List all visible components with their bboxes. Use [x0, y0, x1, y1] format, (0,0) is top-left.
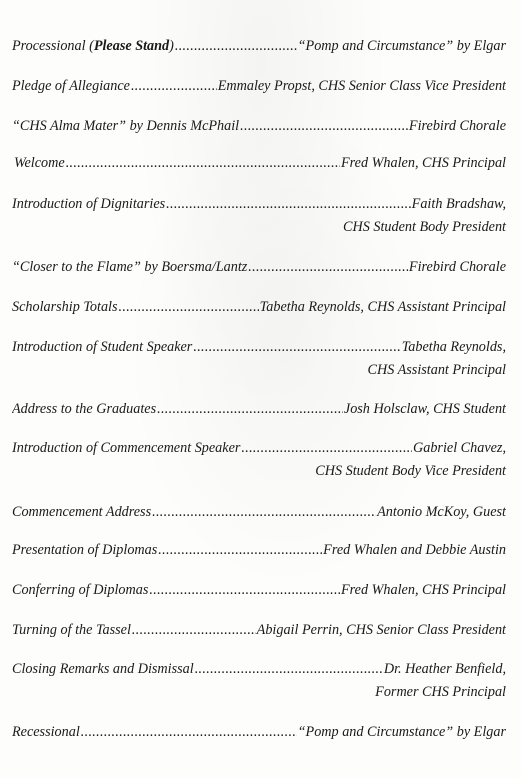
program-item-title: Welcome: [14, 155, 65, 171]
dot-leader: [157, 399, 343, 419]
program-item-presenter: Faith Bradshaw,: [411, 196, 506, 212]
dot-leader: [195, 659, 383, 679]
program-item-presenter-title: CHS Student Body Vice President: [315, 463, 506, 479]
program-item-presenter: “Pomp and Circumstance” by Elgar: [297, 724, 506, 740]
dot-leader: [132, 620, 256, 640]
program-item-presenter: Tabetha Reynolds,: [401, 339, 506, 355]
dot-leader: [131, 76, 217, 96]
program-item-presenter: “Pomp and Circumstance” by Elgar: [297, 38, 506, 54]
program-item-title: “CHS Alma Mater” by Dennis McPhail: [12, 118, 240, 134]
program-item-title: Pledge of Allegiance: [12, 78, 130, 94]
program-item-title: Introduction of Dignitaries: [12, 196, 166, 212]
program-item-presenter: Fred Whalen and Debbie Austin: [323, 542, 506, 558]
program-item-title: Presentation of Diplomas: [12, 542, 158, 558]
program-item-presenter: Firebird Chorale: [408, 118, 506, 134]
dot-leader: [193, 337, 400, 357]
program-item-presenter: Fred Whalen, CHS Principal: [341, 155, 506, 171]
program-item-title: Commencement Address: [12, 504, 152, 520]
program-item-presenter: Josh Holsclaw, CHS Student: [343, 401, 506, 417]
dot-leader: [241, 438, 412, 458]
program-item-title: Processional (Please Stand): [12, 38, 174, 54]
program-item-presenter: Firebird Chorale: [408, 259, 506, 275]
program-item-title: Introduction of Student Speaker: [12, 339, 193, 355]
program-item-title: Turning of the Tassel: [12, 622, 131, 638]
program-item-title: Scholarship Totals: [12, 299, 118, 315]
program-item-title: “Closer to the Flame” by Boersma/Lantz: [12, 259, 248, 275]
program-item-presenter: Abigail Perrin, CHS Senior Class President: [256, 622, 506, 638]
program-item-presenter: Tabetha Reynolds, CHS Assistant Principal: [259, 299, 506, 315]
dot-leader: [175, 36, 297, 56]
program-item-title: Conferring of Diplomas: [12, 582, 149, 598]
dot-leader: [119, 297, 259, 317]
dot-leader: [66, 153, 340, 173]
program-item-title: Address to the Graduates: [12, 401, 157, 417]
dot-leader: [152, 502, 376, 522]
dot-leader: [240, 116, 408, 136]
dot-leader: [81, 722, 297, 742]
program-item-presenter-title: Former CHS Principal: [375, 684, 506, 700]
program-item-presenter: Fred Whalen, CHS Principal: [341, 582, 506, 598]
program-item-title: Closing Remarks and Dismissal: [12, 661, 194, 677]
program-item-presenter-title: CHS Assistant Principal: [367, 362, 506, 378]
program-item-title: Introduction of Commencement Speaker: [12, 440, 241, 456]
please-stand-note: Please Stand: [93, 38, 170, 54]
program-item-presenter: Dr. Heather Benfield,: [383, 661, 506, 677]
dot-leader: [248, 257, 408, 277]
program-item-presenter: Antonio McKoy, Guest: [377, 504, 506, 520]
program-item-presenter-title: CHS Student Body President: [343, 219, 506, 235]
program-item-title: Recessional: [12, 724, 80, 740]
program-item-presenter: Emmaley Propst, CHS Senior Class Vice President: [217, 78, 506, 94]
dot-leader: [166, 194, 411, 214]
dot-leader: [149, 580, 340, 600]
program-item-presenter: Gabriel Chavez,: [413, 440, 506, 456]
dot-leader: [158, 540, 322, 560]
